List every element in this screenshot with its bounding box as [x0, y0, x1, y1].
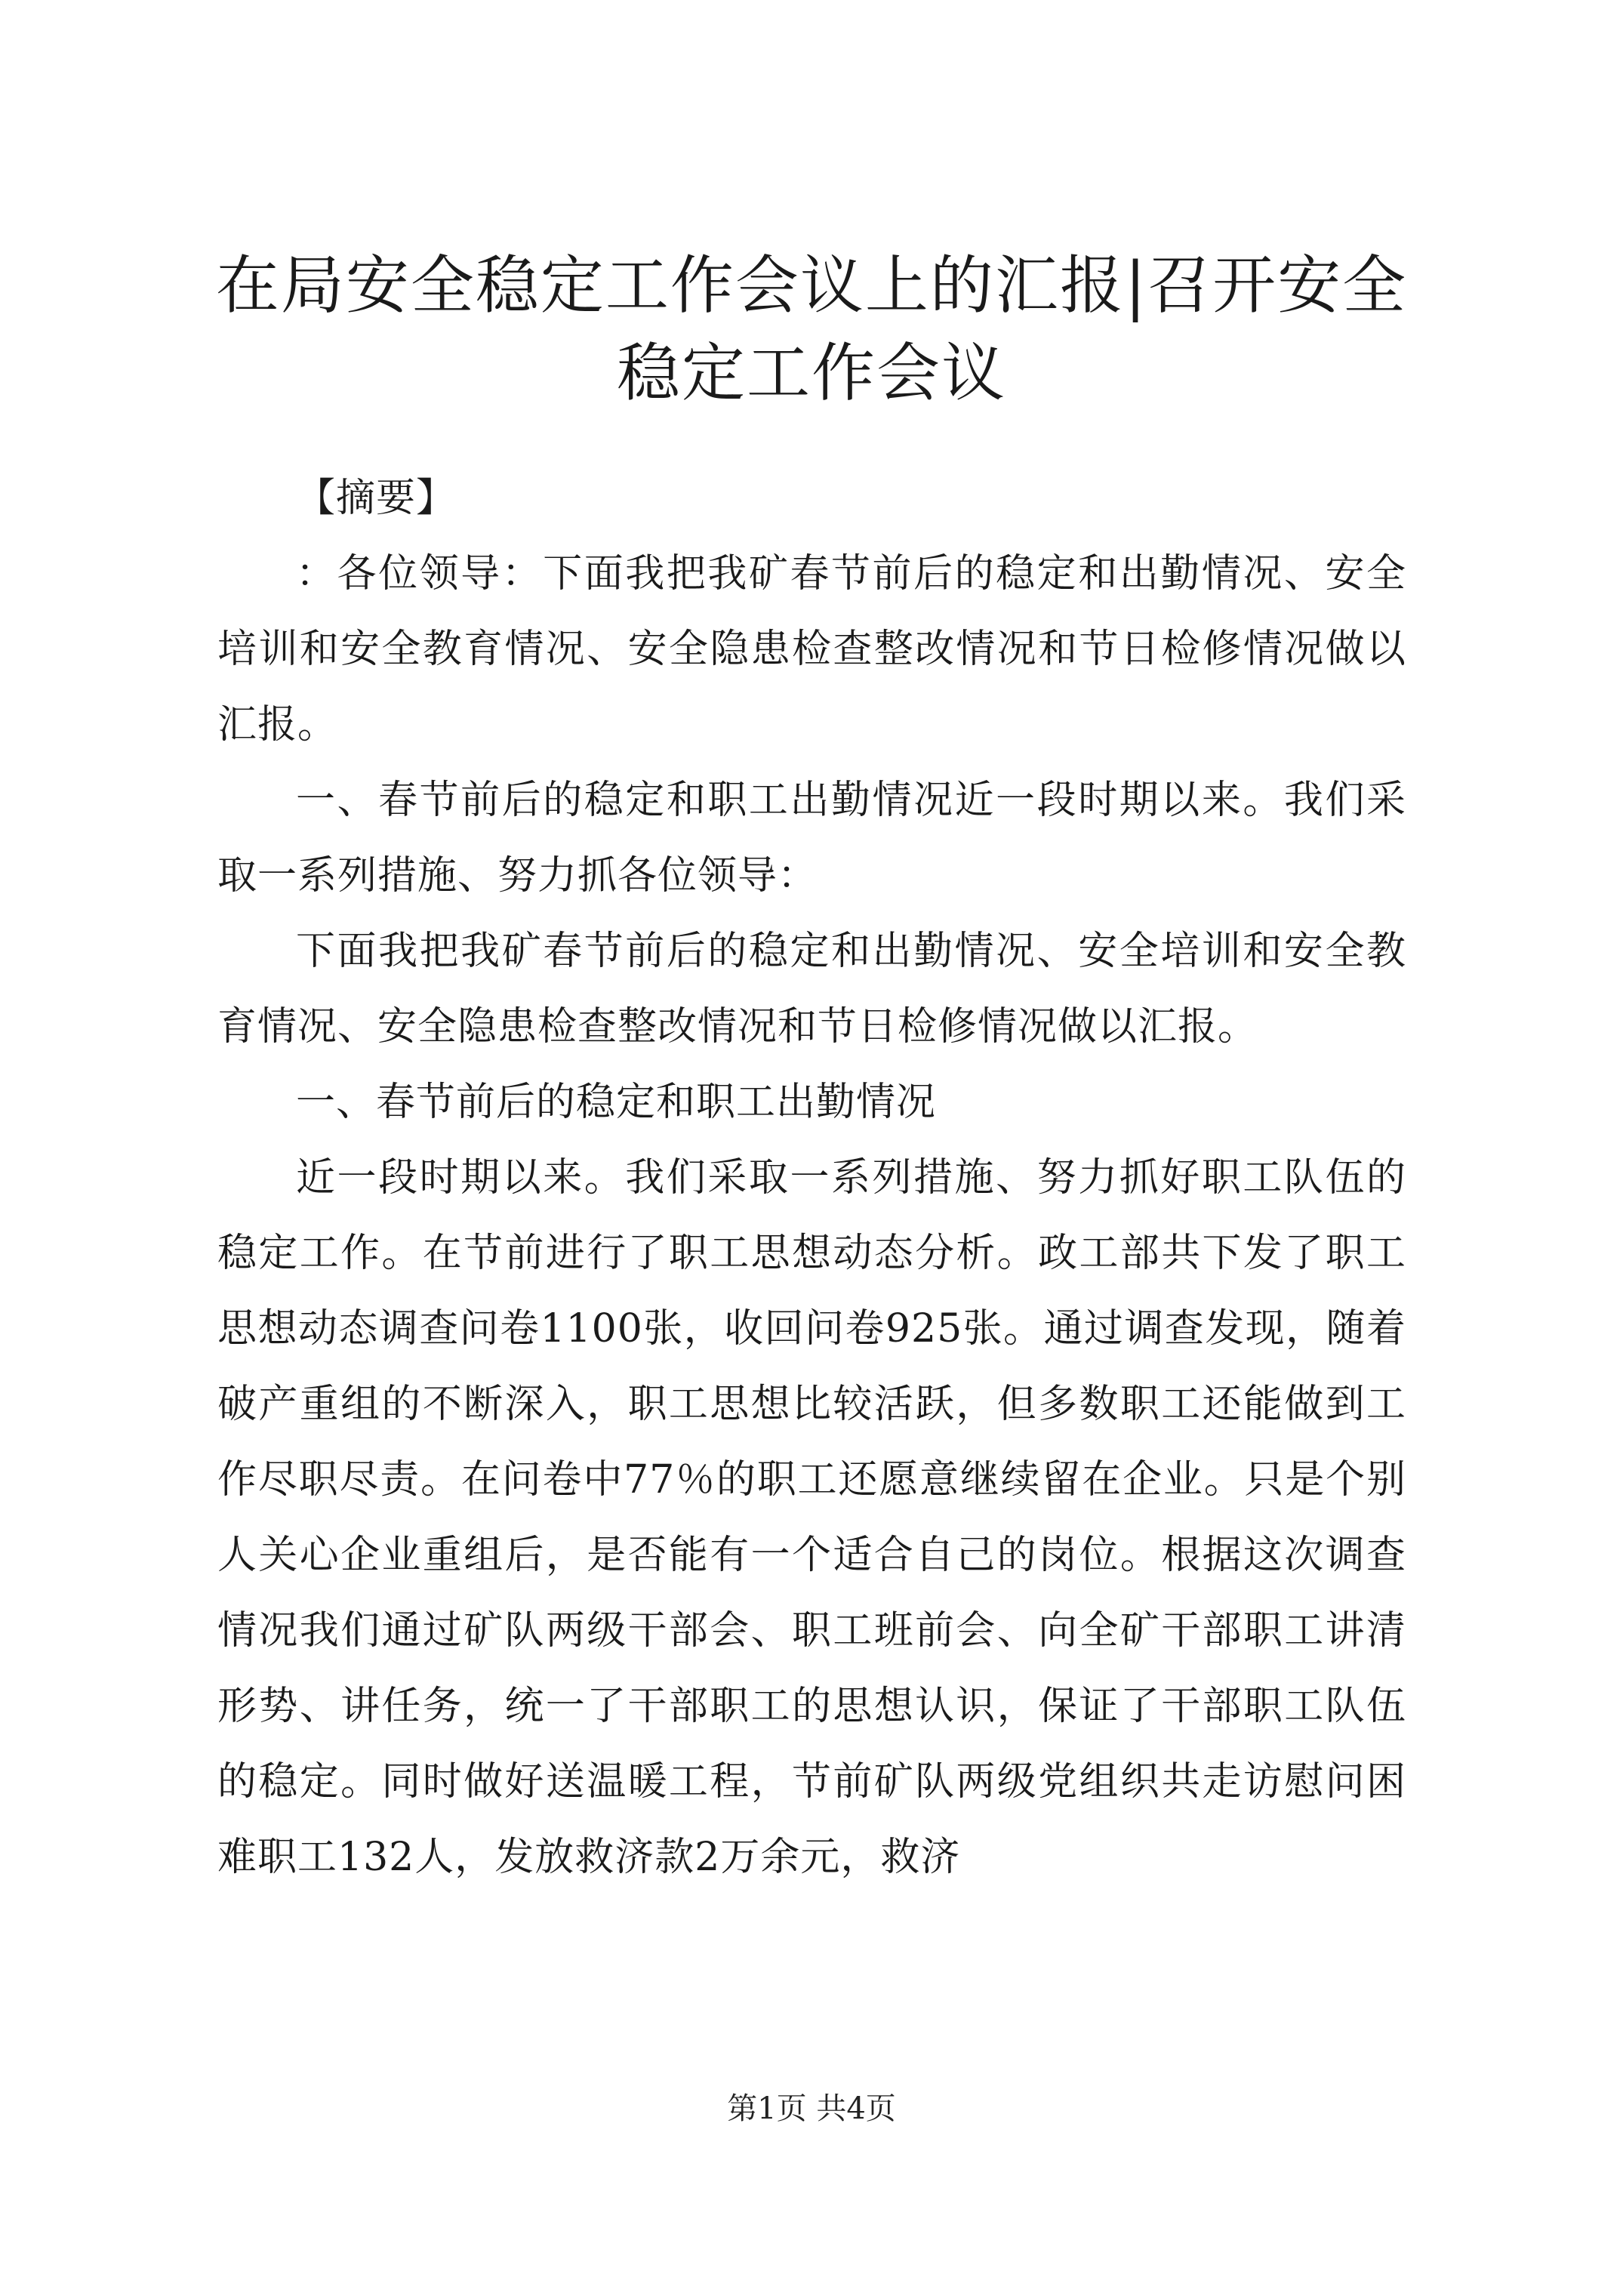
abstract-heading: 【摘要】 — [296, 476, 457, 521]
body-paragraph: 近一段时期以来。我们采取一系列措施、努力抓好职工队伍的稳定工作。在节前进行了职工思想动态分析。政工部共下发了职工思想动态调查问卷1100张，收回问卷925张。通过调查发现，随着破产重组的不断深入，职工思想比较活跃，但多数职工还能做到工作尽职尽责。在问卷中77％的职工还愿意继续留在企业。只是个别人关心企业重组后，是否能有一个适合自己的岗位。根据这次调查情况我们通过矿队两级干部会、职工班前会、向全矿干部职工讲清形势、讲任务，统一了干部职工的思想认识，保证了干部职工队伍的稳定。同时做好送温暖工程，节前矿队两级党组织共走访慰问困难职工132人，发放救济款2万余元，救济 — [217, 1155, 1406, 1880]
section-heading: 一、春节前后的稳定和职工出勤情况 — [296, 1080, 937, 1125]
document-title: 在局安全稳定工作会议上的汇报|召开安全稳定工作会议 — [215, 248, 1408, 410]
document-body — [217, 461, 1406, 1895]
page-number-footer: 第1页 共4页 — [727, 2091, 896, 2126]
body-paragraph: ：各位领导：下面我把我矿春节前后的稳定和出勤情况、安全培训和安全教育情况、安全隐患检查整改情况和节日检修情况做以汇报。 — [217, 551, 1406, 747]
body-paragraph: 下面我把我矿春节前后的稳定和出勤情况、安全培训和安全教育情况、安全隐患检查整改情况和节日检修情况做以汇报。 — [217, 929, 1406, 1049]
body-paragraph: 一、春节前后的稳定和职工出勤情况近一段时期以来。我们采取一系列措施、努力抓各位领导： — [217, 778, 1406, 898]
